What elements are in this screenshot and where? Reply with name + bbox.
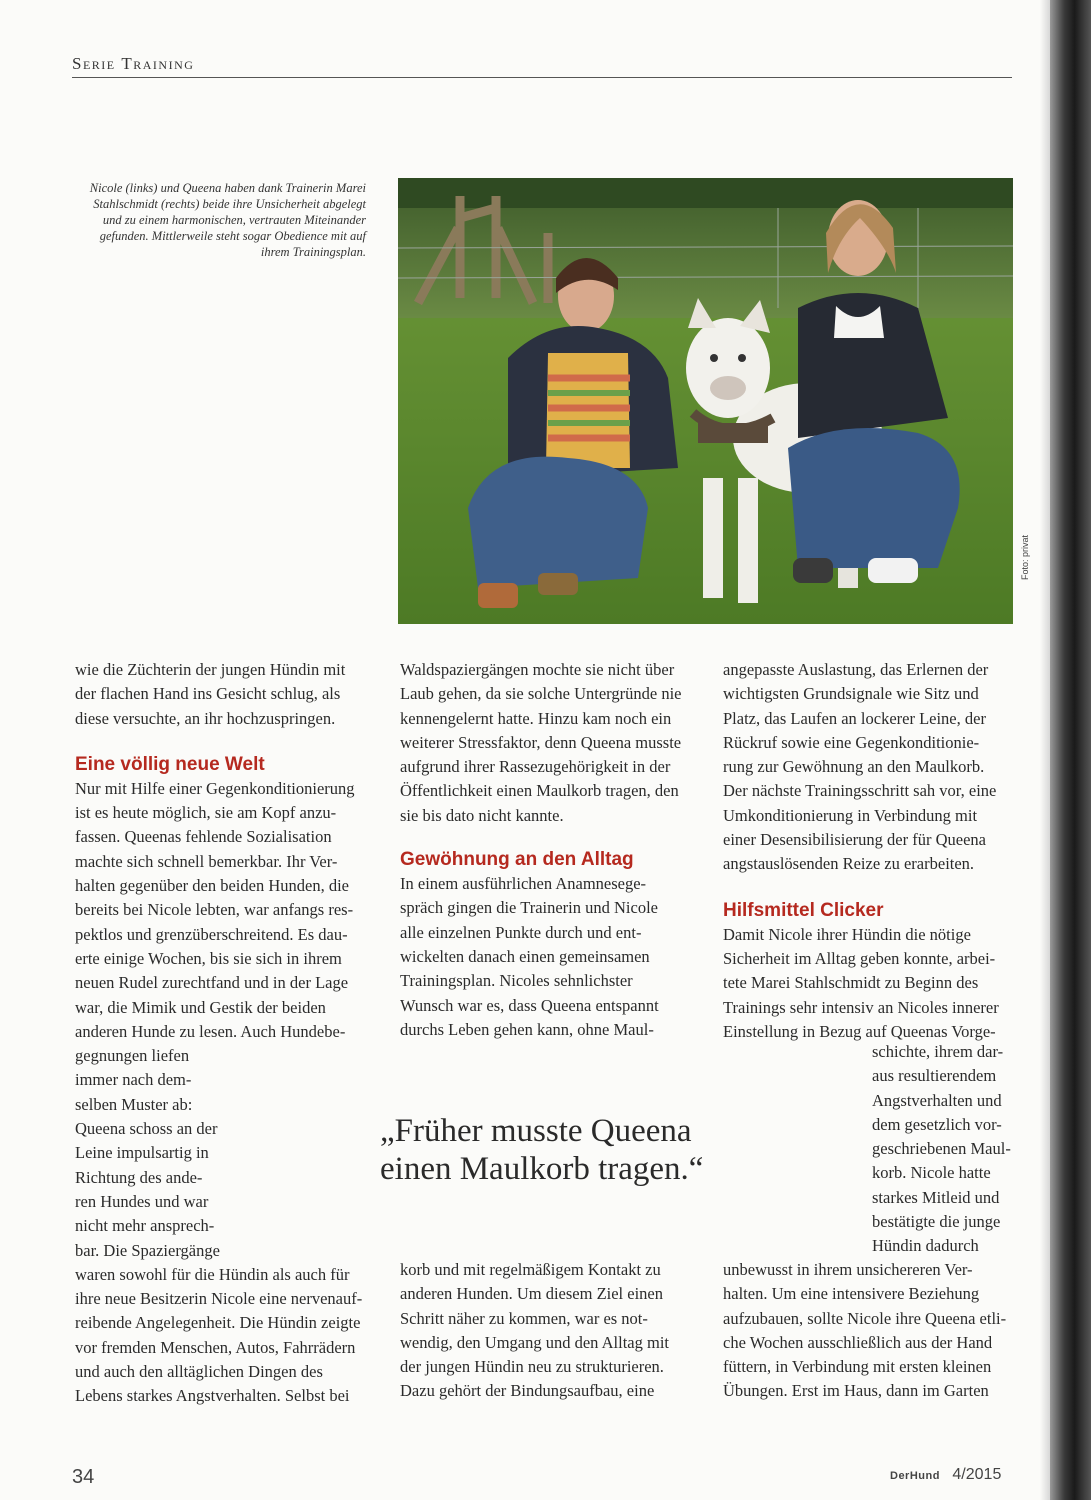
text-line: reibende Angelegenheit. Die Hündin zeigte: [75, 1313, 361, 1333]
heading-neue-welt: Eine völlig neue Welt: [75, 753, 265, 775]
text-line: diese versuchte, an ihr hochzuspringen.: [75, 708, 336, 728]
text-line: der jungen Hündin neu zu strukturieren.: [400, 1357, 664, 1377]
text-line: geschriebenen Maul-: [872, 1139, 1011, 1159]
text-line: aus resultierendem: [872, 1066, 997, 1086]
text-line: füttern, in Verbindung mit ersten kleinen: [723, 1357, 992, 1377]
text-line: korb und mit regelmäßigem Kontakt zu: [400, 1260, 661, 1279]
text-line: Dazu gehört der Bindungsaufbau, eine: [400, 1381, 655, 1401]
text-line: Wunsch war es, dass Queena entspannt: [400, 995, 659, 1015]
column-2-continued: [400, 1258, 695, 1404]
text-line: bereits bei Nicole lebten, war anfangs res-: [75, 900, 354, 920]
heading-alltag: Gewöhnung an den Alltag: [400, 849, 634, 871]
text-line: che Wochen ausschließlich aus der Hand: [723, 1332, 993, 1352]
text-line: neuen Rudel zurechtfand und in der Lage: [75, 973, 349, 993]
text-line: halten. Um eine intensivere Beziehung: [723, 1284, 980, 1304]
text-line: und auch den alltäglichen Dingen des: [75, 1362, 323, 1382]
text-line: anderen Hunde zu lesen. Auch Hundebe-: [75, 1021, 346, 1041]
text-line: Öffentlichkeit einen Maulkorb tragen, den: [400, 781, 679, 801]
text-line: pektlos und grenzüberschreitend. Es dau-: [75, 924, 348, 944]
text-line: Lebens starkes Angstverhalten. Selbst bei: [75, 1386, 350, 1406]
text-line: gegnungen liefen: [75, 1046, 190, 1066]
text-line: alle einzelnen Punkte durch und ent-: [400, 922, 642, 942]
pull-quote: „Früher musste Queena einen Maulkorb tragen.“: [380, 1113, 704, 1187]
text-line: wickelten danach einen gemeinsamen: [400, 946, 650, 966]
section-header: [72, 54, 194, 74]
text-line: Laub gehen, da sie solche Untergründe nie: [400, 684, 682, 704]
text-line: Umkonditionierung in Verbindung mit: [723, 805, 978, 825]
book-binding-edge: [1050, 0, 1091, 1500]
text-line: In einem ausführlichen Anamnesege-: [400, 874, 647, 894]
text-line: kennengelernt hatte. Hinzu kam noch ein: [400, 708, 672, 728]
text-line: Damit Nicole ihrer Hündin die nötige: [723, 924, 971, 944]
column-2: [400, 658, 695, 1042]
text-line: tete Marei Stahlschmidt zu Beginn des: [723, 973, 979, 993]
text-line: wichtigsten Grundsignale wie Sitz und: [723, 684, 979, 704]
text-line: korb. Nicole hatte: [872, 1163, 991, 1183]
column-3: [723, 658, 1018, 1044]
text-line: ihre neue Besitzerin Nicole eine nervenauf-: [75, 1289, 363, 1309]
text-line: angstauslösenden Reize zu erarbeiten.: [723, 854, 975, 874]
text-line: waren sowohl für die Hündin als auch für: [75, 1264, 350, 1284]
text-line: Leine impulsartig in: [75, 1143, 209, 1163]
photo-caption: Nicole (links) und Queena haben dank Trainerin Marei Stahlschmidt (rechts) beide ihre Unsicherheit abgelegt und zu einem harmonischen, vertrauten Miteinander gefunden. Mittlerweile steht sogar Obedience mit auf ihrem Trainingsplan.: [89, 181, 366, 259]
column-3-narrow: [872, 1040, 1020, 1259]
text-line: ist es heute möglich, sie am Kopf anzu-: [75, 803, 337, 823]
text-line: unbewusst in ihrem unsichereren Ver-: [723, 1260, 973, 1279]
text-line: Richtung des ande-: [75, 1167, 203, 1187]
page-number: 34: [72, 1466, 95, 1488]
photo-credit: Foto: privat: [1020, 534, 1030, 580]
text-line: Trainings sehr intensiv an Nicoles innerer: [723, 997, 999, 1017]
header-rule: [72, 77, 1012, 78]
text-line: Übungen. Erst im Haus, dann im Garten: [723, 1381, 989, 1401]
text-line: immer nach dem-: [75, 1070, 192, 1090]
text-line: halten gegenüber den beiden Hunden, die: [75, 876, 349, 896]
text-line: Trainingsplan. Nicoles sehnlichster: [400, 971, 633, 991]
text-line: einer Desensibilisierung der für Queena: [723, 830, 986, 850]
text-line: Waldspaziergängen mochte sie nicht über: [400, 660, 675, 679]
text-line: vor fremden Menschen, Autos, Fahrrädern: [75, 1337, 356, 1357]
text-line: Hündin dadurch: [872, 1236, 979, 1256]
text-line: aufzubauen, sollte Nicole ihre Queena etli-: [723, 1308, 1007, 1328]
column-1: [75, 658, 370, 1409]
text-line: starkes Mitleid und: [872, 1187, 1000, 1207]
column-3-continued: [723, 1258, 1018, 1404]
text-line: Platz, das Laufen an lockerer Leine, der: [723, 708, 986, 728]
text-line: Sicherheit im Alltag geben konnte, arbei-: [723, 948, 996, 968]
text-line: Angstverhalten und: [872, 1090, 1002, 1110]
text-line: schichte, ihrem dar-: [872, 1042, 1004, 1061]
text-line: wendig, den Umgang und den Alltag mit: [400, 1332, 670, 1352]
text-line: Schritt näher zu kommen, war es not-: [400, 1308, 648, 1328]
text-line: ren Hundes und war: [75, 1191, 209, 1211]
text-line: der flachen Hand ins Gesicht schlug, als: [75, 684, 341, 704]
text-line: sie bis dato nicht kannte.: [400, 805, 564, 825]
text-line: Rückruf sowie eine Gegenkonditionie-: [723, 732, 980, 752]
photo-illustration: [398, 178, 1013, 624]
magazine-name: DerHund: [890, 1470, 940, 1482]
text-line: wie die Züchterin der jungen Hündin mit: [75, 660, 346, 679]
text-line: fassen. Queenas fehlende Sozialisation: [75, 827, 332, 847]
text-line: Nur mit Hilfe einer Gegenkonditionierung: [75, 778, 355, 798]
text-line: aufgrund ihrer Rassezugehörigkeit in der: [400, 757, 671, 777]
magazine-footer: [890, 1466, 1001, 1484]
text-line: weiterer Stressfaktor, denn Queena musste: [400, 732, 682, 752]
section-header-second: Training: [121, 54, 195, 73]
text-line: Einstellung in Bezug auf Queenas Vorge-: [723, 1021, 996, 1041]
text-line: angepasste Auslastung, das Erlernen der: [723, 660, 989, 679]
text-line: bestätigte die junge: [872, 1212, 1001, 1232]
text-line: war, die Mimik und Gestik der beiden: [75, 997, 326, 1017]
text-line: dem gesetzlich vor-: [872, 1114, 1002, 1134]
section-header-first: Serie: [72, 54, 116, 73]
text-line: rung zur Gewöhnung an den Maulkorb.: [723, 757, 985, 777]
text-line: anderen Hunden. Um diesem Ziel einen: [400, 1284, 663, 1304]
text-line: Queena schoss an der: [75, 1119, 218, 1139]
text-line: machte sich schnell bemerkbar. Ihr Ver-: [75, 851, 338, 871]
text-line: spräch gingen die Trainerin und Nicole: [400, 898, 658, 918]
text-line: durchs Leben gehen kann, ohne Maul-: [400, 1019, 654, 1039]
text-line: selben Muster ab:: [75, 1094, 193, 1114]
issue-number: 4/2015: [952, 1466, 1002, 1483]
text-line: Der nächste Trainingsschritt sah vor, eine: [723, 781, 997, 801]
heading-clicker: Hilfsmittel Clicker: [723, 899, 884, 921]
text-line: nicht mehr ansprech-: [75, 1216, 215, 1236]
text-line: erte einige Wochen, bis sie sich in ihrem: [75, 948, 342, 968]
article-photo: [398, 178, 1013, 624]
text-line: bar. Die Spaziergänge: [75, 1240, 220, 1260]
